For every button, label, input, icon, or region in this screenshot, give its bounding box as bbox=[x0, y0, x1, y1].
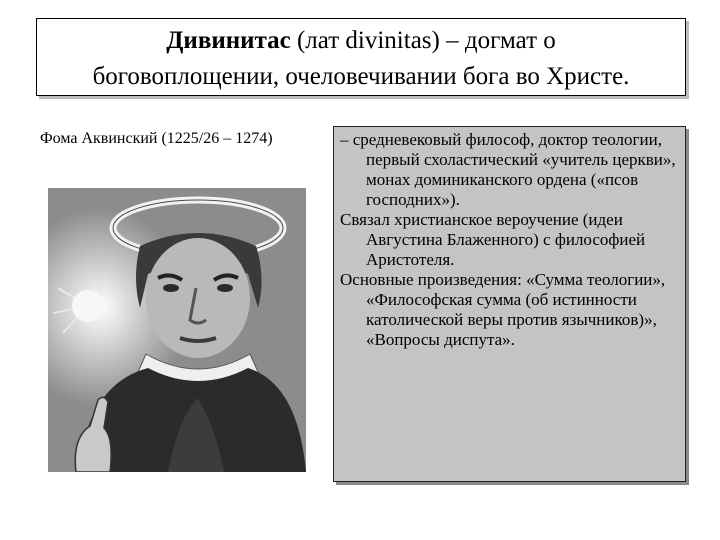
portrait-image bbox=[48, 188, 306, 472]
slide-title-line-1 bbox=[37, 23, 685, 59]
description-paragraph-bio: – средневековый философ, доктор теологии, первый схоластический «учитель церкви», монах доминиканского ордена («псов господних»). bbox=[340, 130, 676, 209]
description-box bbox=[333, 126, 686, 482]
portrait-caption: Фома Аквинский (1225/26 – 1274) bbox=[40, 130, 273, 147]
title-definition-start: (лат divinitas) – догмат о bbox=[290, 27, 556, 54]
description-paragraph-works: Основные произведения: «Сумма теологии», «Философская сумма (об истинности католической веры против язычников)», «Вопросы диспута». bbox=[340, 270, 666, 349]
slide-title-box bbox=[36, 18, 686, 96]
title-term: Дивинитас bbox=[166, 27, 291, 54]
description-paragraph-synthesis: Связал христианское вероучение (идеи Августина Блаженного) с философией Аристотеля. bbox=[340, 210, 646, 269]
slide-title-line-2: боговоплощении, очеловечивании бога во Христе. bbox=[92, 63, 630, 90]
